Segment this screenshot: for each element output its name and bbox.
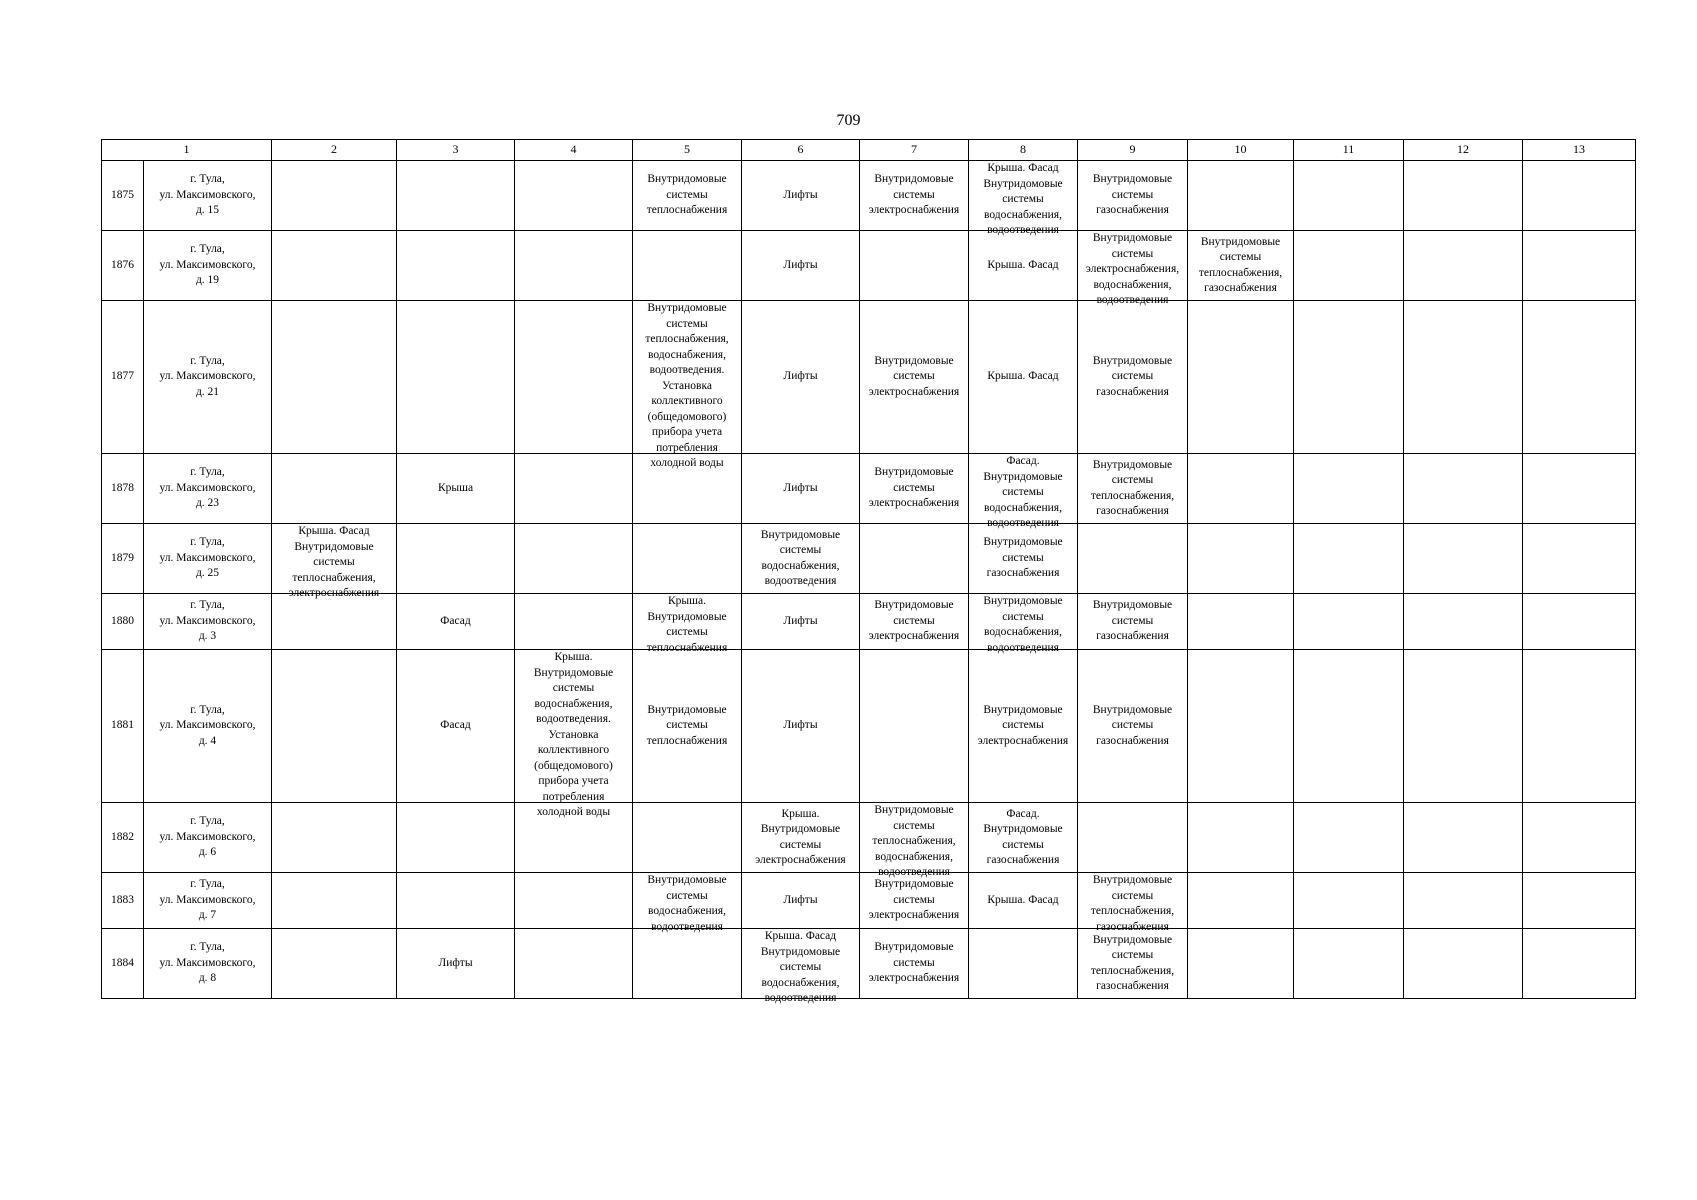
table-body: [102, 161, 1636, 1004]
cell-text: Внутридомовые системы теплоснабжения, газоснабжения: [1090, 874, 1175, 933]
row-address: г. Тула, ул. Максимовского, д. 19: [144, 231, 272, 301]
cell-col-6: [742, 873, 860, 929]
cell-col-6: [742, 803, 860, 873]
cell-text: Внутридомовые системы электроснабжения: [868, 354, 960, 398]
row-address: г. Тула, ул. Максимовского, д. 25: [144, 524, 272, 594]
cell-text: Внутридомовые системы теплоснабжения, газоснабжения: [1090, 933, 1175, 992]
cell-col-10: [1188, 524, 1294, 594]
row-address: г. Тула, ул. Максимовского, д. 23: [144, 454, 272, 524]
cell-col-3: [397, 231, 515, 301]
cell-col-5: [633, 594, 742, 654]
cell-col-3: [397, 454, 515, 524]
cell-text: Внутридомовые системы электроснабжения, водоснабжения, водоотведения: [1085, 232, 1180, 306]
cell-col-6: [742, 231, 860, 301]
cell-col-11: [1294, 594, 1404, 650]
cell-col-8: [969, 161, 1078, 236]
cell-col-6: [742, 454, 860, 524]
cell-text: Крыша. Фасад Внутридомовые системы теплоснабжения, электроснабжения: [288, 525, 380, 599]
cell-col-11: [1294, 161, 1404, 231]
cell-col-9: [1078, 594, 1188, 650]
cell-col-6: [742, 650, 860, 803]
cell-text: Лифты: [783, 481, 818, 494]
cell-col-8: [969, 454, 1078, 529]
cell-col-13: [1523, 524, 1636, 594]
cell-text: Фасад. Внутридомовые системы водоснабжения, водоотведения: [983, 455, 1063, 529]
cell-col-7: [860, 301, 969, 454]
cell-col-10: [1188, 650, 1294, 803]
cell-text: Лифты: [783, 258, 818, 271]
cell-text: Внутридомовые системы газоснабжения: [1092, 599, 1173, 643]
cell-col-9: [1078, 803, 1188, 873]
cell-col-8: [969, 594, 1078, 654]
cell-col-2: [272, 650, 397, 803]
row-number: 1878: [102, 454, 144, 524]
row-number: 1877: [102, 301, 144, 454]
cell-col-3: [397, 301, 515, 454]
cell-col-7: [860, 161, 969, 231]
table-row: [102, 650, 1636, 803]
cell-text: Внутридомовые системы газоснабжения: [1092, 173, 1173, 217]
cell-col-9: [1078, 524, 1188, 594]
cell-col-2: [272, 594, 397, 650]
cell-col-11: [1294, 873, 1404, 929]
row-number: 1883: [102, 873, 144, 929]
cell-col-13: [1523, 873, 1636, 929]
cell-col-12: [1404, 594, 1523, 650]
cell-col-6: [742, 301, 860, 454]
cell-col-7: [860, 803, 969, 878]
cell-col-4: [515, 873, 633, 929]
cell-col-3: [397, 873, 515, 929]
cell-col-2: [272, 301, 397, 454]
cell-col-3: [397, 161, 515, 231]
row-number: 1881: [102, 650, 144, 803]
cell-text: Внутридомовые системы водоснабжения, водоотведения: [760, 528, 841, 587]
row-number: 1884: [102, 929, 144, 999]
cell-text: Внутридомовые системы теплоснабжения: [646, 173, 728, 217]
cell-col-2: [272, 929, 397, 999]
cell-col-10: [1188, 161, 1294, 231]
cell-col-8: [969, 803, 1078, 873]
row-address: г. Тула, ул. Максимовского, д. 4: [144, 650, 272, 803]
table-row: [102, 301, 1636, 454]
cell-col-13: [1523, 231, 1636, 301]
header-row: [102, 140, 1636, 161]
table-row: [102, 231, 1636, 301]
cell-col-7: [860, 873, 969, 929]
table-row: [102, 454, 1636, 524]
cell-text: Внутридомовые системы электроснабжения: [868, 173, 960, 217]
cell-text: Крыша. Фасад Внутридомовые системы водоснабжения, водоотведения: [760, 930, 841, 1004]
row-address: г. Тула, ул. Максимовского, д. 3: [144, 594, 272, 650]
cell-col-13: [1523, 301, 1636, 454]
cell-col-5: [633, 803, 742, 873]
column-header-4: 4: [515, 140, 633, 161]
cell-text: Крыша. Фасад: [987, 893, 1059, 906]
row-address: г. Тула, ул. Максимовского, д. 8: [144, 929, 272, 999]
cell-col-9: [1078, 161, 1188, 231]
cell-col-6: [742, 524, 860, 594]
column-header-10: 10: [1188, 140, 1294, 161]
cell-col-11: [1294, 929, 1404, 999]
cell-col-10: [1188, 803, 1294, 873]
cell-col-4: [515, 929, 633, 999]
row-address: г. Тула, ул. Максимовского, д. 6: [144, 803, 272, 873]
cell-col-2: [272, 524, 397, 599]
cell-col-3: [397, 594, 515, 650]
cell-col-3: [397, 524, 515, 594]
cell-col-11: [1294, 803, 1404, 873]
cell-col-11: [1294, 454, 1404, 524]
cell-col-5: [633, 161, 742, 231]
cell-col-8: [969, 929, 1078, 999]
cell-col-5: [633, 524, 742, 594]
cell-text: Лифты: [783, 370, 818, 383]
cell-text: Лифты: [783, 614, 818, 627]
cell-text: Лифты: [783, 188, 818, 201]
cell-col-10: [1188, 301, 1294, 454]
cell-col-8: [969, 231, 1078, 301]
cell-col-13: [1523, 161, 1636, 231]
cell-col-2: [272, 161, 397, 231]
cell-col-11: [1294, 231, 1404, 301]
column-header-8: 8: [969, 140, 1078, 161]
cell-text: Лифты: [783, 719, 818, 732]
table-row: [102, 524, 1636, 594]
cell-col-9: [1078, 929, 1188, 999]
table-row: [102, 803, 1636, 873]
cell-col-7: [860, 454, 969, 524]
cell-col-4: [515, 524, 633, 594]
cell-text: Крыша. Внутридомовые системы электроснабжения: [755, 807, 846, 866]
cell-text: Крыша. Внутридомовые системы теплоснабжения: [646, 595, 728, 654]
cell-text: Внутридомовые системы теплоснабжения, газоснабжения: [1090, 458, 1175, 517]
cell-col-8: [969, 524, 1078, 594]
cell-col-3: [397, 650, 515, 803]
cell-col-12: [1404, 929, 1523, 999]
cell-col-7: [860, 231, 969, 301]
cell-col-7: [860, 650, 969, 803]
cell-col-6: [742, 929, 860, 1004]
cell-col-12: [1404, 161, 1523, 231]
cell-text: Внутридомовые системы водоснабжения, водоотведения: [983, 595, 1063, 654]
cell-text: Внутридомовые системы газоснабжения: [983, 536, 1063, 580]
cell-col-6: [742, 594, 860, 650]
cell-col-4: [515, 650, 633, 818]
cell-col-2: [272, 803, 397, 873]
cell-col-6: [742, 161, 860, 231]
column-header-12: 12: [1404, 140, 1523, 161]
cell-col-8: [969, 873, 1078, 929]
cell-col-4: [515, 161, 633, 231]
cell-col-12: [1404, 231, 1523, 301]
cell-col-12: [1404, 524, 1523, 594]
cell-col-2: [272, 454, 397, 524]
cell-col-5: [633, 929, 742, 999]
cell-col-9: [1078, 301, 1188, 454]
cell-col-2: [272, 231, 397, 301]
cell-col-9: [1078, 231, 1188, 306]
cell-col-9: [1078, 873, 1188, 933]
cell-col-5: [633, 873, 742, 933]
table-row: [102, 873, 1636, 929]
cell-text: Внутридомовые системы водоснабжения, водоотведения: [647, 874, 727, 933]
cell-col-12: [1404, 650, 1523, 803]
column-header-7: 7: [860, 140, 969, 161]
cell-col-7: [860, 929, 969, 999]
cell-col-8: [969, 301, 1078, 454]
cell-col-4: [515, 231, 633, 301]
cell-text: Крыша: [437, 481, 474, 494]
cell-text: Крыша. Внутридомовые системы водоснабжения, водоотведения. Установка коллективного (общедомового) прибора учета потребления холодной воды: [533, 651, 614, 818]
cell-col-5: [633, 301, 742, 469]
cell-text: Внутридомовые системы теплоснабжения, газоснабжения: [1198, 235, 1283, 294]
column-header-3: 3: [397, 140, 515, 161]
column-header-11: 11: [1294, 140, 1404, 161]
column-header-6: 6: [742, 140, 860, 161]
cell-text: Лифты: [438, 956, 473, 969]
cell-text: Внутридомовые системы электроснабжения: [868, 941, 960, 985]
cell-text: Фасад. Внутридомовые системы газоснабжения: [983, 807, 1063, 866]
cell-col-13: [1523, 594, 1636, 650]
cell-text: Внутридомовые системы электроснабжения: [868, 466, 960, 510]
cell-text: Внутридомовые системы газоснабжения: [1092, 354, 1173, 398]
table-row: [102, 594, 1636, 650]
column-header-13: 13: [1523, 140, 1636, 161]
cell-col-7: [860, 524, 969, 594]
page-number: 709: [836, 112, 861, 129]
cell-text: Крыша. Фасад: [987, 370, 1059, 383]
column-header-1: 1: [102, 140, 272, 161]
row-number: 1882: [102, 803, 144, 873]
cell-col-10: [1188, 873, 1294, 929]
cell-text: Внутридомовые системы теплоснабжения: [646, 703, 728, 747]
cell-text: Крыша. Фасад Внутридомовые системы водоснабжения, водоотведения: [983, 162, 1063, 236]
cell-col-13: [1523, 454, 1636, 524]
cell-col-4: [515, 594, 633, 650]
cell-col-4: [515, 454, 633, 524]
cell-col-10: [1188, 929, 1294, 999]
cell-col-9: [1078, 454, 1188, 524]
row-address: г. Тула, ул. Максимовского, д. 21: [144, 301, 272, 454]
cell-col-13: [1523, 803, 1636, 873]
cell-col-5: [633, 231, 742, 301]
cell-col-10: [1188, 454, 1294, 524]
cell-col-11: [1294, 524, 1404, 594]
cell-text: Внутридомовые системы газоснабжения: [1092, 703, 1173, 747]
cell-col-13: [1523, 929, 1636, 999]
cell-text: Внутридомовые системы теплоснабжения, водоснабжения, водоотведения: [872, 804, 956, 878]
row-number: 1879: [102, 524, 144, 594]
cell-col-11: [1294, 650, 1404, 803]
column-header-2: 2: [272, 140, 397, 161]
table-row: [102, 929, 1636, 999]
cell-col-11: [1294, 301, 1404, 454]
row-address: г. Тула, ул. Максимовского, д. 7: [144, 873, 272, 929]
cell-col-9: [1078, 650, 1188, 803]
cell-text: Внутридомовые системы электроснабжения: [977, 703, 1069, 747]
cell-col-4: [515, 301, 633, 454]
cell-text: Внутридомовые системы теплоснабжения, водоснабжения, водоотведения. Установка коллективного (общедомового) прибора учета потребления холодной воды: [645, 302, 729, 469]
cell-col-12: [1404, 873, 1523, 929]
repair-schedule-table: [101, 139, 1636, 1004]
cell-col-12: [1404, 803, 1523, 873]
cell-text: Фасад: [440, 614, 471, 627]
cell-text: Внутридомовые системы электроснабжения: [868, 599, 960, 643]
cell-col-10: [1188, 231, 1294, 301]
cell-col-12: [1404, 454, 1523, 524]
cell-text: Фасад: [440, 719, 471, 732]
cell-text: Внутридомовые системы электроснабжения: [868, 878, 960, 922]
row-number: 1875: [102, 161, 144, 231]
cell-col-7: [860, 594, 969, 650]
cell-text: Крыша. Фасад: [987, 258, 1059, 271]
cell-col-5: [633, 650, 742, 803]
cell-col-3: [397, 929, 515, 999]
row-number: 1876: [102, 231, 144, 301]
cell-col-8: [969, 650, 1078, 803]
column-header-5: 5: [633, 140, 742, 161]
cell-col-12: [1404, 301, 1523, 454]
cell-col-13: [1523, 650, 1636, 803]
table-row: [102, 161, 1636, 231]
cell-col-3: [397, 803, 515, 873]
cell-text: Лифты: [783, 893, 818, 906]
cell-col-10: [1188, 594, 1294, 650]
row-number: 1880: [102, 594, 144, 650]
cell-col-2: [272, 873, 397, 929]
column-header-9: 9: [1078, 140, 1188, 161]
row-address: г. Тула, ул. Максимовского, д. 15: [144, 161, 272, 231]
